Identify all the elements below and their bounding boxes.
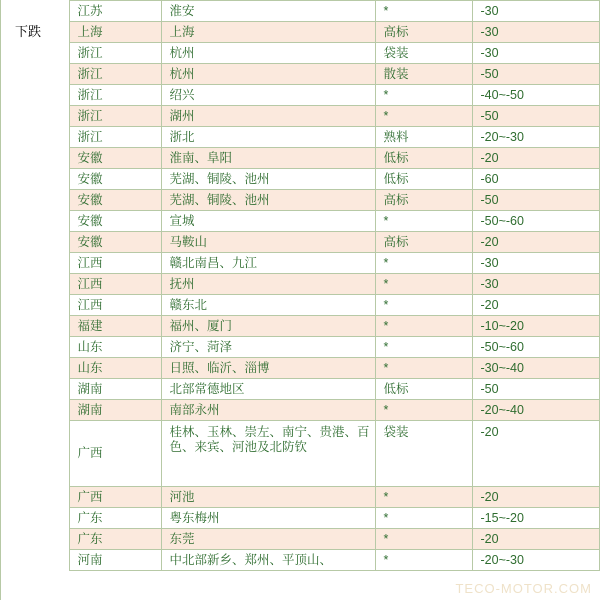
cell-grade: 高标: [375, 22, 472, 43]
row-group-label: [1, 508, 69, 529]
cell-city: 绍兴: [161, 85, 375, 106]
row-group-label: 下跌: [1, 22, 69, 43]
cell-city: 浙北: [161, 127, 375, 148]
cell-change: -50: [472, 106, 599, 127]
cell-grade: 散装: [375, 64, 472, 85]
cell-grade: 低标: [375, 169, 472, 190]
cell-city: 桂林、玉林、崇左、南宁、贵港、百色、来宾、河池及北防钦: [161, 421, 375, 487]
row-group-label: [1, 400, 69, 421]
cell-grade: *: [375, 106, 472, 127]
table-row: [1, 274, 599, 295]
cell-province: 广西: [69, 487, 161, 508]
cell-grade: 熟料: [375, 127, 472, 148]
cell-province: 江西: [69, 295, 161, 316]
cell-city: 湖州: [161, 106, 375, 127]
table-row: [1, 508, 599, 529]
cell-change: -20: [472, 421, 599, 487]
cell-province: 安徽: [69, 211, 161, 232]
cell-city: 淮安: [161, 1, 375, 22]
cell-change: -20: [472, 148, 599, 169]
cell-city: 福州、厦门: [161, 316, 375, 337]
row-group-label: [1, 316, 69, 337]
table-row: [1, 22, 599, 43]
cell-province: 上海: [69, 22, 161, 43]
cell-city: 芜湖、铜陵、池州: [161, 169, 375, 190]
cell-grade: *: [375, 487, 472, 508]
table-row: [1, 358, 599, 379]
row-group-label: [1, 274, 69, 295]
table-row: [1, 1, 599, 22]
row-group-label: [1, 127, 69, 148]
cell-change: -30: [472, 22, 599, 43]
table-row: [1, 316, 599, 337]
row-group-label: [1, 487, 69, 508]
cell-province: 浙江: [69, 85, 161, 106]
cell-province: 浙江: [69, 106, 161, 127]
price-change-table: [1, 0, 600, 571]
cell-city: 日照、临沂、淄博: [161, 358, 375, 379]
cell-change: -30~-40: [472, 358, 599, 379]
cell-change: -30: [472, 43, 599, 64]
cell-city: 赣北南昌、九江: [161, 253, 375, 274]
cell-change: -10~-20: [472, 316, 599, 337]
table-row: [1, 64, 599, 85]
cell-city: 上海: [161, 22, 375, 43]
cell-city: 东莞: [161, 529, 375, 550]
table-body: [1, 1, 599, 571]
cell-city: 济宁、菏泽: [161, 337, 375, 358]
row-group-label: [1, 421, 69, 487]
cell-city: 杭州: [161, 43, 375, 64]
cell-grade: *: [375, 529, 472, 550]
table-row: [1, 253, 599, 274]
row-group-label: [1, 64, 69, 85]
cell-grade: *: [375, 550, 472, 571]
cell-province: 江西: [69, 274, 161, 295]
table-left-rail: [0, 0, 1, 600]
table-row: [1, 529, 599, 550]
cell-province: 安徽: [69, 232, 161, 253]
row-group-label: [1, 106, 69, 127]
row-group-label: [1, 43, 69, 64]
cell-grade: *: [375, 337, 472, 358]
table-row: [1, 148, 599, 169]
table-row: [1, 421, 599, 487]
cell-change: -15~-20: [472, 508, 599, 529]
row-group-label: [1, 253, 69, 274]
cell-grade: *: [375, 1, 472, 22]
cell-province: 江苏: [69, 1, 161, 22]
cell-change: -20: [472, 529, 599, 550]
row-group-label: [1, 1, 69, 22]
cell-city: 南部永州: [161, 400, 375, 421]
cell-grade: *: [375, 85, 472, 106]
table-row: [1, 85, 599, 106]
cell-city: 粤东梅州: [161, 508, 375, 529]
cell-grade: 低标: [375, 148, 472, 169]
cell-grade: 高标: [375, 232, 472, 253]
table-row: [1, 43, 599, 64]
cell-city: 中北部新乡、郑州、平顶山、: [161, 550, 375, 571]
cell-change: -40~-50: [472, 85, 599, 106]
cell-grade: *: [375, 358, 472, 379]
cell-change: -20~-30: [472, 127, 599, 148]
cell-city: 马鞍山: [161, 232, 375, 253]
cell-province: 安徽: [69, 148, 161, 169]
cell-province: 浙江: [69, 127, 161, 148]
cell-change: -20~-40: [472, 400, 599, 421]
row-group-label: [1, 169, 69, 190]
table-row: [1, 379, 599, 400]
row-group-label: [1, 358, 69, 379]
cell-city: 宣城: [161, 211, 375, 232]
row-group-label: [1, 85, 69, 106]
cell-province: 河南: [69, 550, 161, 571]
cell-grade: *: [375, 211, 472, 232]
table-row: [1, 337, 599, 358]
cell-province: 江西: [69, 253, 161, 274]
cell-province: 广东: [69, 508, 161, 529]
row-group-label: [1, 337, 69, 358]
cell-province: 福建: [69, 316, 161, 337]
cell-city: 杭州: [161, 64, 375, 85]
cell-change: -30: [472, 253, 599, 274]
cell-grade: *: [375, 295, 472, 316]
cell-province: 安徽: [69, 190, 161, 211]
row-group-label: [1, 148, 69, 169]
table-row: [1, 232, 599, 253]
cell-province: 安徽: [69, 169, 161, 190]
row-group-label: [1, 550, 69, 571]
cell-province: 山东: [69, 358, 161, 379]
cell-province: 浙江: [69, 43, 161, 64]
table-row: [1, 190, 599, 211]
cell-grade: *: [375, 400, 472, 421]
cell-grade: *: [375, 508, 472, 529]
cell-city: 芜湖、铜陵、池州: [161, 190, 375, 211]
cell-change: -20~-30: [472, 550, 599, 571]
row-group-label: [1, 190, 69, 211]
cell-province: 山东: [69, 337, 161, 358]
cell-city: 河池: [161, 487, 375, 508]
row-group-label: [1, 529, 69, 550]
cell-grade: 高标: [375, 190, 472, 211]
cell-grade: *: [375, 274, 472, 295]
cell-city: 抚州: [161, 274, 375, 295]
cell-grade: *: [375, 316, 472, 337]
table-row: [1, 400, 599, 421]
row-group-label: [1, 232, 69, 253]
cell-city: 北部常德地区: [161, 379, 375, 400]
table-row: [1, 295, 599, 316]
cell-change: -50: [472, 379, 599, 400]
cell-city: 淮南、阜阳: [161, 148, 375, 169]
cell-change: -50: [472, 190, 599, 211]
cell-grade: 袋装: [375, 421, 472, 487]
cell-province: 广东: [69, 529, 161, 550]
cell-change: -20: [472, 232, 599, 253]
table-row: [1, 211, 599, 232]
cell-change: -60: [472, 169, 599, 190]
table-row: [1, 106, 599, 127]
row-group-label: [1, 211, 69, 232]
row-group-label: [1, 295, 69, 316]
table-row: [1, 127, 599, 148]
table-row: [1, 550, 599, 571]
cell-change: -50~-60: [472, 337, 599, 358]
cell-grade: *: [375, 253, 472, 274]
cell-grade: 低标: [375, 379, 472, 400]
table-row: [1, 487, 599, 508]
cell-change: -20: [472, 487, 599, 508]
cell-change: -20: [472, 295, 599, 316]
cell-city: 赣东北: [161, 295, 375, 316]
row-group-label: [1, 379, 69, 400]
cell-change: -50~-60: [472, 211, 599, 232]
cell-province: 浙江: [69, 64, 161, 85]
table-row: [1, 169, 599, 190]
cell-change: -30: [472, 1, 599, 22]
cell-change: -30: [472, 274, 599, 295]
cell-province: 湖南: [69, 400, 161, 421]
watermark-text: TECO-MOTOR.COM: [455, 581, 592, 596]
cell-change: -50: [472, 64, 599, 85]
cell-province: 广西: [69, 421, 161, 487]
cell-province: 湖南: [69, 379, 161, 400]
cell-grade: 袋装: [375, 43, 472, 64]
